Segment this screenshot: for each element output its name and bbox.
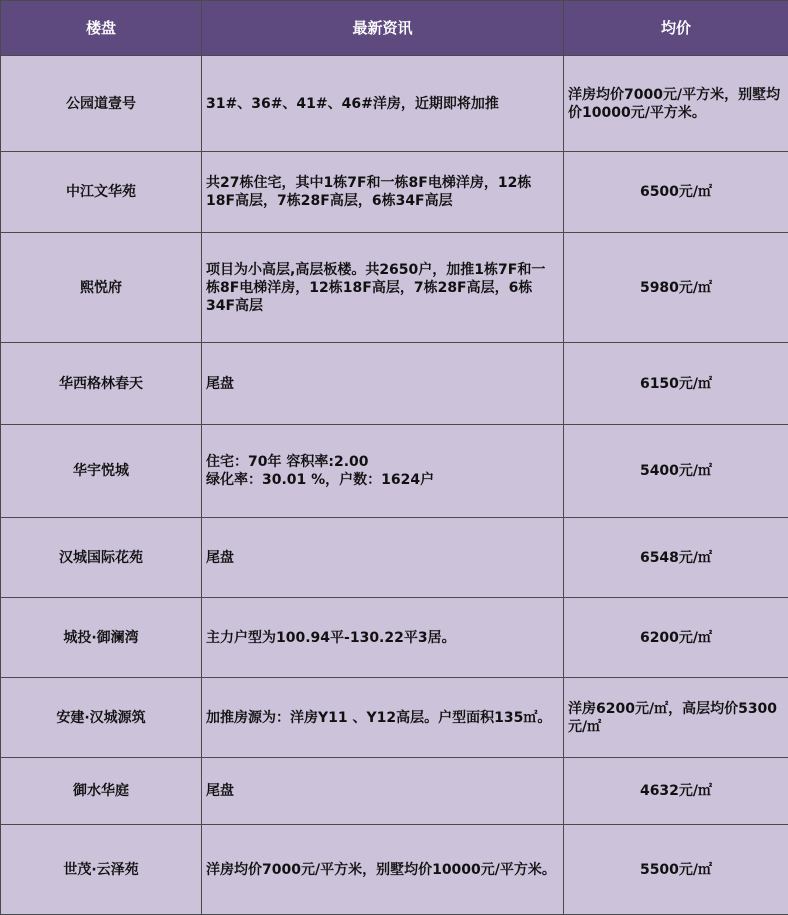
property-name: 汉城国际花苑 <box>1 518 202 598</box>
latest-news: 尾盘 <box>202 758 564 825</box>
header-row <box>1 1 788 56</box>
latest-news: 主力户型为100.94平-130.22平3居。 <box>202 598 564 678</box>
header-latest-news: 最新资讯 <box>202 1 564 56</box>
property-name: 公园道壹号 <box>1 56 202 152</box>
table-row <box>1 56 788 152</box>
latest-news: 洋房均价7000元/平方米，别墅均价10000元/平方米。 <box>202 825 564 915</box>
table-row <box>1 425 788 518</box>
latest-news: 住宅：70年 容积率:2.00 绿化率：30.01 %，户数：1624户 <box>202 425 564 518</box>
property-name: 华宇悦城 <box>1 425 202 518</box>
latest-news: 项目为小高层,高层板楼。共2650户，加推1栋7F和一栋8F电梯洋房，12栋18F高层，7栋28F高层，6栋34F高层 <box>202 233 564 343</box>
table-row <box>1 598 788 678</box>
table-row <box>1 152 788 233</box>
latest-news: 尾盘 <box>202 343 564 425</box>
average-price: 洋房均价7000元/平方米，别墅均价10000元/平方米。 <box>564 56 788 152</box>
average-price: 6150元/㎡ <box>564 343 788 425</box>
property-name: 御水华庭 <box>1 758 202 825</box>
latest-news: 共27栋住宅，其中1栋7F和一栋8F电梯洋房，12栋18F高层，7栋28F高层，6栋34F高层 <box>202 152 564 233</box>
property-name: 中江文华苑 <box>1 152 202 233</box>
property-name: 熙悦府 <box>1 233 202 343</box>
property-name: 安建·汉城源筑 <box>1 678 202 758</box>
header-average-price: 均价 <box>564 1 788 56</box>
table-row <box>1 343 788 425</box>
latest-news: 31#、36#、41#、46#洋房，近期即将加推 <box>202 56 564 152</box>
property-name: 世茂·云泽苑 <box>1 825 202 915</box>
table-row <box>1 233 788 343</box>
table-row <box>1 518 788 598</box>
table-row <box>1 825 788 915</box>
average-price: 5500元/㎡ <box>564 825 788 915</box>
property-name: 城投·御澜湾 <box>1 598 202 678</box>
average-price: 6548元/㎡ <box>564 518 788 598</box>
latest-news: 加推房源为：洋房Y11 、Y12高层。户型面积135㎡。 <box>202 678 564 758</box>
average-price: 4632元/㎡ <box>564 758 788 825</box>
average-price: 6200元/㎡ <box>564 598 788 678</box>
table-row <box>1 758 788 825</box>
average-price: 洋房6200元/㎡，高层均价5300元/㎡ <box>564 678 788 758</box>
average-price: 5400元/㎡ <box>564 425 788 518</box>
header-property: 楼盘 <box>1 1 202 56</box>
average-price: 6500元/㎡ <box>564 152 788 233</box>
property-name: 华西格林春天 <box>1 343 202 425</box>
latest-news: 尾盘 <box>202 518 564 598</box>
table-row <box>1 678 788 758</box>
average-price: 5980元/㎡ <box>564 233 788 343</box>
